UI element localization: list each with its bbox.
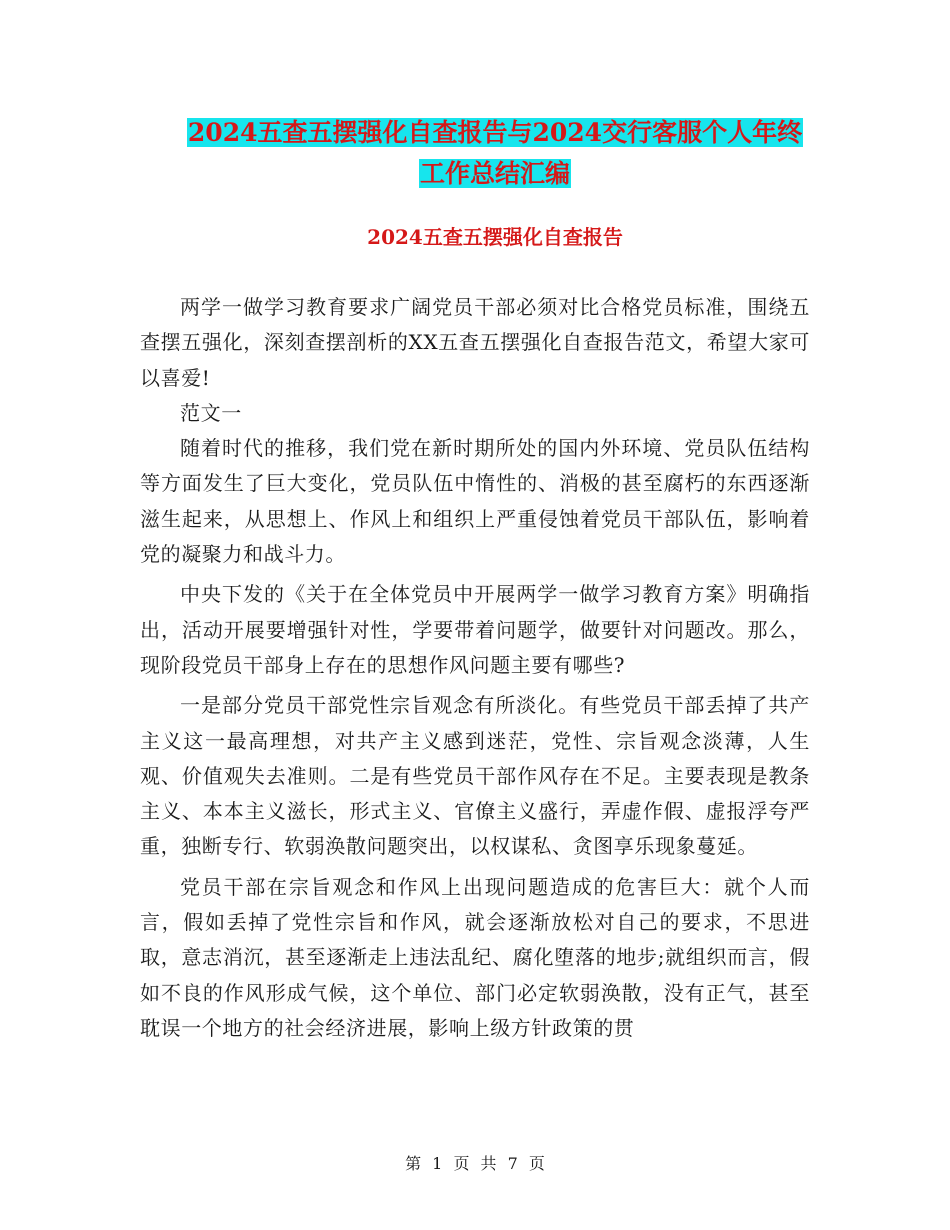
document-title-line-1: 2024五查五摆强化自查报告与2024交行客服个人年终 bbox=[187, 118, 803, 147]
paragraph-central-notice: 中央下发的《关于在全体党员中开展两学一做学习教育方案》明确指出，活动开展要增强针对性，学要带着问题学，做要针对问题改。那么，现阶段党员干部身上存在的思想作风问题主要有哪些? bbox=[140, 582, 810, 677]
paragraph-problems: 一是部分党员干部党性宗旨观念有所淡化。有些党员干部丢掉了共产主义这一最高理想，对共产主义感到迷茫，党性、宗旨观念淡薄，人生观、价值观失去准则。二是有些党员干部作风存在不足。主要表现是教条主义、本本主义滋长，形式主义、官僚主义盛行，弄虚作假、虚报浮夸严重，独断专行、软弱涣散问题突出，以权谋私、贪图享乐现象蔓延。 bbox=[140, 693, 810, 859]
section-heading: 2024五查五摆强化自查报告 bbox=[367, 225, 623, 249]
paragraph-sample-label: 范文一 bbox=[180, 400, 242, 425]
paragraph-intro: 两学一做学习教育要求广阔党员干部必须对比合格党员标准，围绕五查摆五强化，深刻查摆剖析的XX五查五摆强化自查报告范文，希望大家可以喜爱! bbox=[140, 295, 810, 390]
paragraph-background: 随着时代的推移，我们党在新时期所处的国内外环境、党员队伍结构等方面发生了巨大变化，党员队伍中惰性的、消极的甚至腐朽的东西逐渐滋生起来，从思想上、作风上和组织上严重侵蚀着党员干部队伍，影响着党的凝聚力和战斗力。 bbox=[140, 436, 810, 567]
paragraph-harms: 党员干部在宗旨观念和作风上出现问题造成的危害巨大：就个人而言，假如丢掉了党性宗旨和作风，就会逐渐放松对自己的要求，不思进取，意志消沉，甚至逐渐走上违法乱纪、腐化堕落的地步;就组织而言，假如不良的作风形成气候，这个单位、部门必定软弱涣散，没有正气，甚至耽误一个地方的社会经济进展，影响上级方针政策的贯 bbox=[140, 874, 810, 1040]
document-title-line-2: 工作总结汇编 bbox=[419, 159, 570, 188]
document-title bbox=[140, 112, 850, 194]
page-number-footer: 第 1 页 共 7 页 bbox=[405, 1154, 545, 1173]
document-body bbox=[140, 290, 810, 1046]
